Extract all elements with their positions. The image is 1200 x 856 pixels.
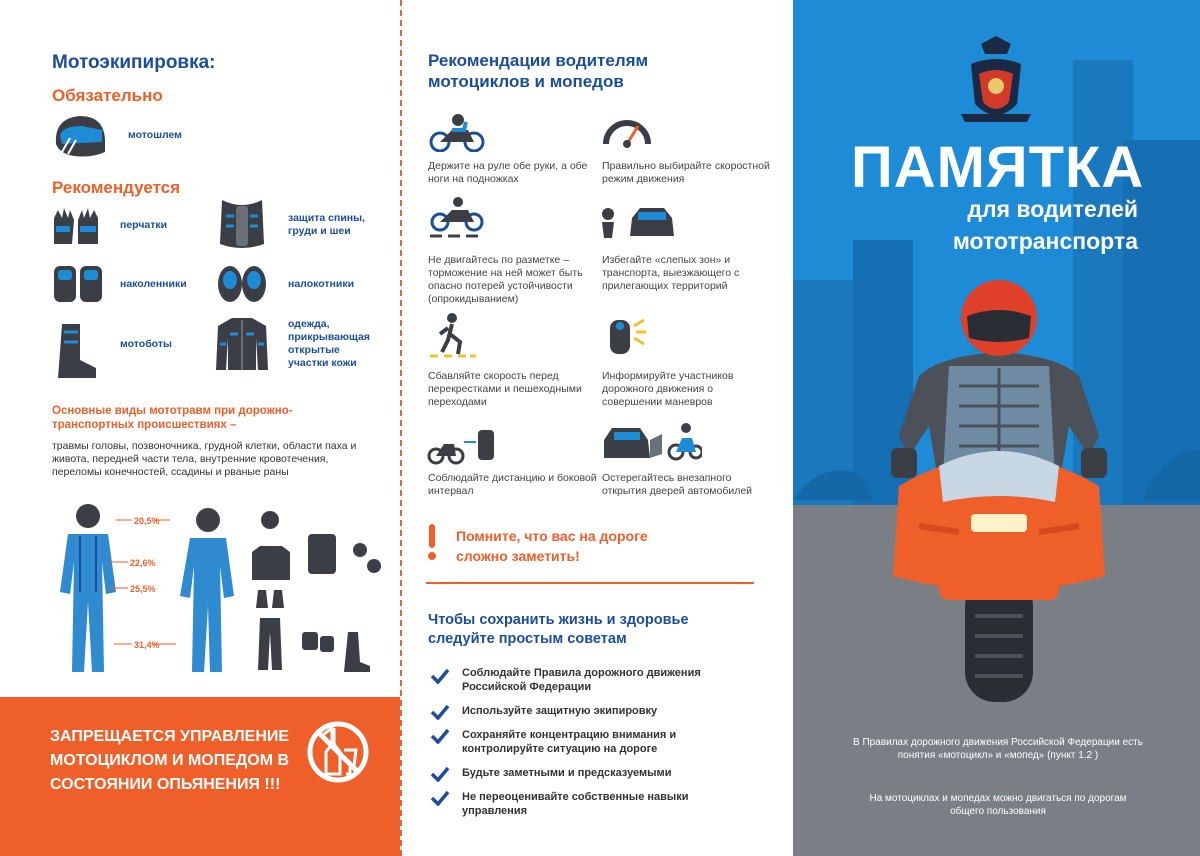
middle-panel xyxy=(400,0,795,856)
turn-signal-icon xyxy=(602,312,646,358)
car-door-icon xyxy=(602,418,702,464)
no-alcohol-icon xyxy=(306,716,370,786)
rec-1: Держите на руле обе руки, а обе ноги на подножках xyxy=(428,160,588,185)
recommendations-title: Рекомендации водителям мотоциклов и мопедов xyxy=(428,51,649,91)
rec-4: Избегайте «слепых зон» и транспорта, выезжающего с прилегающих территорий xyxy=(602,254,740,292)
injuries-text: травмы головы, позвоночника, грудной клетки, области паха и живота, передней части тела, внутренние кровотечения, переломы конечностей, ссадины и рваные раны xyxy=(52,440,357,478)
note-2: На мотоциклах и мопедах можно двигаться по дорогам общего пользования xyxy=(869,793,1127,817)
motorcycle-hands-icon xyxy=(428,112,486,152)
tip-4: Будьте заметными и предсказуемыми xyxy=(462,767,672,779)
boots-label: мотоботы xyxy=(120,338,172,350)
warning-banner-text: ЗАПРЕЩАЕТСЯ УПРАВЛЕНИЕ МОТОЦИКЛОМ И МОПЕДОМ В СОСТОЯНИИ ОПЬЯНЕНИЯ !!! xyxy=(50,728,290,793)
percent-4: 31,4% xyxy=(134,640,160,650)
jacket-icon xyxy=(214,314,270,374)
title: ПАМЯТКА xyxy=(851,135,1145,200)
exclamation-icon xyxy=(424,522,440,562)
knee-pads-label: наколенники xyxy=(120,278,187,290)
knee-pads-icon xyxy=(50,262,106,306)
distance-icon xyxy=(426,424,496,466)
checkmark-icon xyxy=(430,668,450,684)
gloves-icon xyxy=(50,204,102,248)
checkmark-icon xyxy=(430,790,450,806)
elbow-pads-label: налокотники xyxy=(288,278,355,290)
rec-3: Не двигайтесь по разметке – торможение на ней может быть опасно потерей устойчивости (опрокидыванием) xyxy=(428,254,583,305)
tip-5: Не переоценивайте собственные навыки управления xyxy=(462,791,689,817)
road-marking-icon xyxy=(428,196,486,240)
rec-6: Информируйте участников дорожного движения о совершении маневров xyxy=(602,370,734,408)
boots-icon xyxy=(54,322,98,380)
warning-text: Помните, что вас на дороге сложно заметить! xyxy=(456,528,648,564)
right-panel xyxy=(793,0,1200,856)
percent-2: 22,6% xyxy=(130,558,156,568)
injuries-title: Основные виды мототравм при дорожно-транспортных происшествиях – xyxy=(52,405,293,431)
rec-8: Остерегайтесь внезапного открытия дверей автомобилей xyxy=(602,472,753,497)
checkmark-icon xyxy=(430,766,450,782)
back-protector-icon xyxy=(216,196,268,252)
tip-2: Используйте защитную экипировку xyxy=(462,705,658,717)
motorcyclist-illustration xyxy=(879,276,1119,706)
subtitle-line-1: для водителей xyxy=(967,196,1138,222)
speedometer-icon xyxy=(602,110,652,150)
pedestrian-crossing-icon xyxy=(428,312,478,360)
rec-5: Сбавляйте скорость перед перекрестками и пешеходными переходами xyxy=(428,370,582,408)
subtitle-line-2: мототранспорта xyxy=(952,228,1138,254)
rec-2: Правильно выбирайте скоростной режим движения xyxy=(602,160,770,185)
tips-title: Чтобы сохранить жизнь и здоровье следуйте простым советам xyxy=(428,612,689,647)
divider xyxy=(426,582,754,584)
injury-figures-illustration xyxy=(44,502,384,682)
equipment-title: Мотоэкипировка: xyxy=(52,52,216,73)
elbow-pads-icon xyxy=(214,262,270,308)
mandatory-heading: Обязательно xyxy=(52,86,163,105)
rec-7: Соблюдайте дистанцию и боковой интервал xyxy=(428,472,597,497)
percent-3: 25,5% xyxy=(130,584,156,594)
blind-spot-icon xyxy=(598,202,678,242)
percent-1: 20,5% xyxy=(134,516,160,526)
recommended-heading: Рекомендуется xyxy=(52,178,181,197)
clothing-label: одежда, прикрывающая открытые участки кожи xyxy=(288,318,370,369)
back-protection-label: защита спины, груди и шеи xyxy=(288,212,365,237)
checkmark-icon xyxy=(430,728,450,744)
checkmark-icon xyxy=(430,704,450,720)
tip-3: Сохраняйте концентрацию внимания и контролируйте ситуацию на дороге xyxy=(462,729,677,755)
helmet-icon xyxy=(52,112,108,160)
helmet-label: мотошлем xyxy=(128,129,182,141)
left-panel xyxy=(0,0,400,856)
tip-1: Соблюдайте Правила дорожного движения Российской Федерации xyxy=(462,667,701,693)
gloves-label: перчатки xyxy=(120,219,168,231)
emblem-icon xyxy=(961,34,1031,134)
note-1: В Правилах дорожного движения Российской Федерации есть понятия «мотоцикл» и «мопед» (пункт 1.2 ) xyxy=(853,737,1143,761)
